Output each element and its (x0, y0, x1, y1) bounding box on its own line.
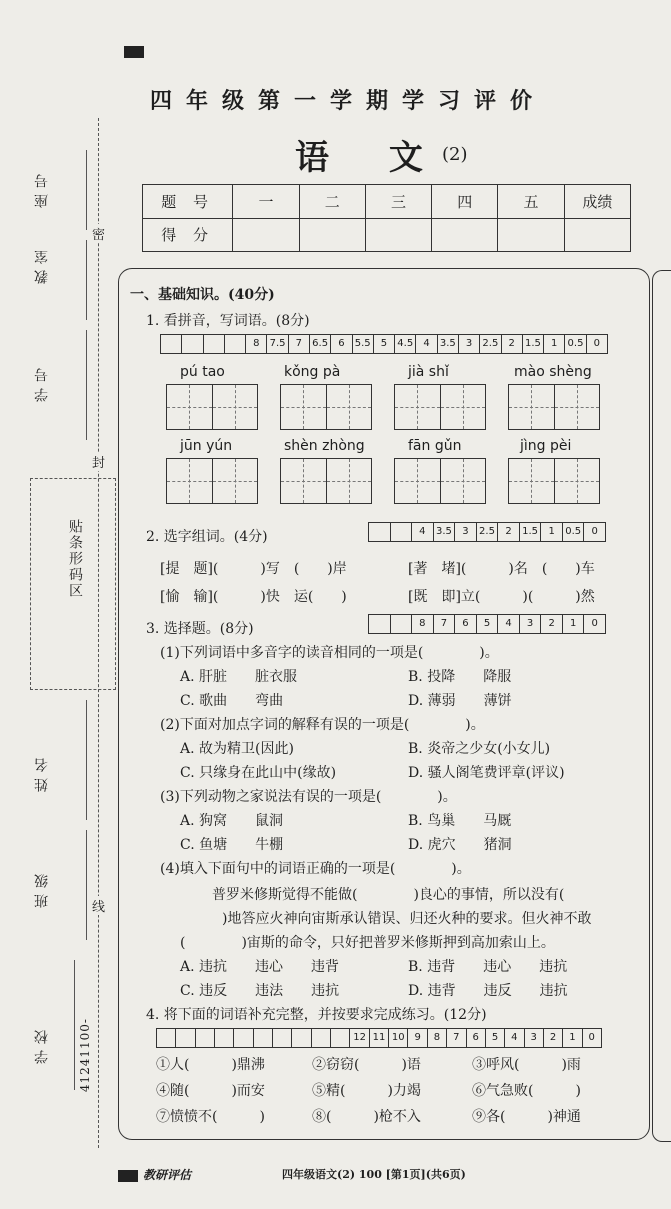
score-box[interactable]: 2.5 (476, 523, 498, 541)
score-box[interactable] (233, 1029, 252, 1047)
score-box[interactable]: 3.5 (433, 523, 455, 541)
score-box[interactable]: 3 (454, 523, 476, 541)
score-box[interactable]: 5 (485, 1029, 504, 1047)
option-b[interactable]: B. 投降 降服 (408, 669, 512, 685)
score-box[interactable] (181, 335, 202, 353)
seal-word-feng: 封 (92, 452, 105, 471)
name-label: 姓名 (34, 752, 50, 792)
score-box[interactable] (157, 1029, 175, 1047)
q3-sub2-stem: (2)下面对加点字词的解释有误的一项是( )。 (160, 717, 485, 733)
score-box[interactable]: 6 (330, 335, 351, 353)
score-box[interactable]: 0.5 (562, 523, 584, 541)
score-box[interactable]: 7 (446, 1029, 465, 1047)
score-box[interactable] (390, 615, 412, 633)
option-c[interactable]: C. 鱼塘 牛棚 (180, 837, 284, 853)
seat-number-label: 座号 (34, 168, 50, 208)
score-box[interactable]: 0 (582, 1029, 601, 1047)
school-label: 学校 (34, 1024, 50, 1064)
score-box[interactable]: 4 (411, 523, 433, 541)
idiom-blank[interactable]: ⑨各( )神通 (472, 1109, 581, 1125)
footer-page-info: 四年级语文(2) 100 [第1页](共6页) (282, 1168, 466, 1181)
q2-line[interactable]: [愉 输]( )快 运( ) (160, 589, 347, 605)
option-d[interactable]: D. 薄弱 薄饼 (408, 693, 512, 709)
writing-grid[interactable] (508, 458, 600, 504)
score-box[interactable] (390, 523, 412, 541)
idiom-blank[interactable]: ⑥气急败( ) (472, 1083, 581, 1099)
option-a[interactable]: A. 肝脏 脏衣服 (180, 669, 298, 685)
q2-title: 2. 选字组词。(4分) (146, 529, 268, 545)
score-box[interactable]: 6 (454, 615, 476, 633)
q3-sub4-stem: (4)填入下面句中的词语正确的一项是( )。 (160, 861, 471, 877)
score-box[interactable]: 2 (540, 615, 562, 633)
student-id-line[interactable] (86, 330, 87, 440)
seal-word-mi: 密 (92, 224, 105, 243)
pinyin-label: fān gǔn (408, 438, 462, 454)
score-box[interactable] (161, 335, 181, 353)
idiom-blank[interactable]: ⑤精( )力竭 (312, 1083, 421, 1099)
score-box[interactable]: 5 (373, 335, 394, 353)
score-box[interactable]: 3 (524, 1029, 543, 1047)
classroom-line[interactable] (86, 240, 87, 320)
student-id-label: 学号 (34, 362, 50, 402)
score-cell: 得 分 (143, 218, 233, 252)
score-input-cell[interactable] (233, 218, 299, 252)
q3-sub1-stem: (1)下列词语中多音字的读音相同的一项是( )。 (160, 645, 499, 661)
option-a[interactable]: A. 违抗 违心 违背 (180, 959, 340, 975)
score-box[interactable]: 0 (583, 523, 605, 541)
exam-code: 41241100- (78, 1018, 92, 1093)
score-box[interactable]: 1.5 (519, 523, 541, 541)
score-cell: 成绩 (564, 185, 630, 219)
score-table-header-row (143, 185, 631, 219)
score-box[interactable] (311, 1029, 330, 1047)
score-box[interactable]: 0 (583, 615, 605, 633)
option-d[interactable]: D. 虎穴 猪洞 (408, 837, 512, 853)
q2-line[interactable]: [提 题]( )写 ( )岸 (160, 561, 347, 577)
exam-title: 四年级第一学期学习评价 (150, 89, 547, 114)
score-box[interactable]: 2 (543, 1029, 562, 1047)
idiom-blank[interactable]: ③呼风( )雨 (472, 1057, 581, 1073)
score-box[interactable] (203, 335, 224, 353)
q3-score-bar (368, 614, 606, 634)
q3-title: 3. 选择题。(8分) (146, 621, 254, 637)
issue-number: (2) (442, 144, 468, 165)
score-box[interactable]: 8 (245, 335, 266, 353)
score-box[interactable]: 0.5 (564, 335, 585, 353)
score-box[interactable]: 2 (501, 335, 522, 353)
score-cell: 三 (365, 185, 431, 219)
q3-sub4-passage-line2: )地答应火神向宙斯承认错误、归还火种的要求。但火神不敢 (222, 911, 592, 927)
seal-word-xian: 线 (92, 896, 105, 915)
score-input-cell[interactable] (564, 218, 630, 252)
option-c[interactable]: C. 违反 违法 违抗 (180, 983, 340, 999)
score-box[interactable]: 1.5 (522, 335, 543, 353)
pinyin-label: shèn zhòng (284, 438, 365, 454)
score-box[interactable]: 10 (388, 1029, 407, 1047)
idiom-blank[interactable]: ⑧( )枪不入 (312, 1109, 421, 1125)
option-a[interactable]: A. 狗窝 鼠洞 (180, 813, 284, 829)
idiom-blank[interactable]: ②窃窃( )语 (312, 1057, 421, 1073)
score-table (142, 184, 631, 252)
barcode-area (30, 478, 116, 690)
subject-title: 语 文 (295, 138, 447, 178)
score-input-cell[interactable] (432, 218, 498, 252)
score-box[interactable]: 1 (540, 523, 562, 541)
score-box[interactable] (291, 1029, 310, 1047)
score-input-cell[interactable] (365, 218, 431, 252)
q3-sub4-passage-line1: 普罗米修斯觉得不能做( )良心的事情，所以没有( (212, 887, 565, 903)
writing-grid[interactable] (394, 458, 486, 504)
barcode-label: 贴条形码区 (67, 519, 83, 599)
class-label: 班级 (34, 868, 50, 908)
score-box[interactable]: 4 (497, 615, 519, 633)
pinyin-label: kǒng pà (284, 364, 341, 380)
writing-grid[interactable] (394, 384, 486, 430)
score-input-cell[interactable] (299, 218, 365, 252)
score-box[interactable] (369, 615, 390, 633)
idiom-blank[interactable]: ①人( )鼎沸 (156, 1057, 265, 1073)
q1-title: 1. 看拼音，写词语。(8分) (146, 313, 310, 329)
idiom-blank[interactable]: ⑦愤愤不( ) (156, 1109, 265, 1125)
score-cell: 题 号 (143, 185, 233, 219)
score-box[interactable]: 1 (562, 615, 584, 633)
option-a[interactable]: A. 故为精卫(因此) (180, 741, 294, 757)
score-box[interactable] (175, 1029, 194, 1047)
score-box[interactable] (272, 1029, 291, 1047)
writing-grid[interactable] (280, 458, 372, 504)
q2-line[interactable]: [既 即]立( )( )然 (408, 589, 595, 605)
score-box[interactable] (224, 335, 245, 353)
score-box[interactable]: 2 (497, 523, 519, 541)
score-box[interactable]: 8 (411, 615, 433, 633)
score-box[interactable] (214, 1029, 233, 1047)
next-page-edge (652, 270, 671, 1142)
score-box[interactable]: 2.5 (479, 335, 500, 353)
name-line[interactable] (86, 700, 87, 820)
q3-sub3-stem: (3)下列动物之家说法有误的一项是( )。 (160, 789, 457, 805)
writing-grid[interactable] (280, 384, 372, 430)
footer-brand: 教研评估 (143, 1168, 192, 1182)
option-d[interactable]: D. 违背 违反 违抗 (408, 983, 568, 999)
score-box[interactable]: 9 (407, 1029, 426, 1047)
score-box[interactable]: 3 (458, 335, 479, 353)
score-box[interactable]: 7 (288, 335, 309, 353)
score-box[interactable] (253, 1029, 272, 1047)
score-box[interactable]: 4.5 (394, 335, 415, 353)
q2-score-bar (368, 522, 606, 542)
score-box[interactable] (195, 1029, 214, 1047)
score-box[interactable]: 3.5 (437, 335, 458, 353)
score-box[interactable]: 12 (349, 1029, 368, 1047)
score-input-cell[interactable] (498, 218, 564, 252)
score-table-score-row (143, 218, 631, 252)
score-cell: 四 (432, 185, 498, 219)
option-c[interactable]: C. 只缘身在此山中(缘故) (180, 765, 337, 781)
option-d[interactable]: D. 骚人阁笔费评章(评议) (408, 765, 565, 781)
option-b[interactable]: B. 炎帝之少女(小女儿) (408, 741, 551, 757)
score-cell: 一 (233, 185, 299, 219)
q3-sub4-passage-line3: ( )宙斯的命令，只好把普罗米修斯押到高加索山上。 (180, 935, 555, 951)
writing-grid[interactable] (166, 384, 258, 430)
pinyin-label: mào shèng (514, 364, 592, 380)
option-b[interactable]: B. 违背 违心 违抗 (408, 959, 568, 975)
score-box[interactable] (369, 523, 390, 541)
option-b[interactable]: B. 鸟巢 马厩 (408, 813, 512, 829)
writing-grid[interactable] (166, 458, 258, 504)
pinyin-label: pú tao (180, 364, 225, 380)
score-box[interactable]: 1 (562, 1029, 581, 1047)
score-box[interactable]: 1 (543, 335, 564, 353)
q2-line[interactable]: [著 堵]( )名 ( )车 (408, 561, 595, 577)
section1-title: 一、基础知识。(40分) (130, 287, 275, 303)
q1-score-bar (160, 334, 608, 354)
pinyin-label: jìng pèi (520, 438, 572, 454)
score-box[interactable]: 7 (433, 615, 455, 633)
q4-title: 4. 将下面的词语补充完整，并按要求完成练习。(12分) (146, 1007, 487, 1023)
school-line[interactable] (74, 960, 75, 1090)
score-cell: 五 (498, 185, 564, 219)
classroom-label: 教室 (34, 244, 50, 284)
idiom-blank[interactable]: ④随( )而安 (156, 1083, 265, 1099)
writing-grid[interactable] (508, 384, 600, 430)
score-box[interactable]: 6 (466, 1029, 485, 1047)
option-c[interactable]: C. 歌曲 弯曲 (180, 693, 284, 709)
score-box[interactable]: 8 (427, 1029, 446, 1047)
score-box[interactable]: 6.5 (309, 335, 330, 353)
score-box[interactable]: 7.5 (266, 335, 287, 353)
score-box[interactable]: 3 (519, 615, 541, 633)
score-box[interactable]: 4 (504, 1029, 523, 1047)
seat-number-line[interactable] (86, 150, 87, 230)
corner-mark (124, 46, 144, 58)
score-box[interactable]: 4 (415, 335, 436, 353)
footer-mark (118, 1170, 138, 1182)
class-line[interactable] (86, 830, 87, 940)
score-box[interactable]: 5.5 (352, 335, 373, 353)
score-box[interactable] (330, 1029, 349, 1047)
score-box[interactable]: 0 (586, 335, 607, 353)
pinyin-label: jūn yún (180, 438, 233, 454)
score-box[interactable]: 11 (369, 1029, 388, 1047)
score-box[interactable]: 5 (476, 615, 498, 633)
score-cell: 二 (299, 185, 365, 219)
q4-score-bar (156, 1028, 602, 1048)
pinyin-label: jià shǐ (408, 364, 449, 380)
